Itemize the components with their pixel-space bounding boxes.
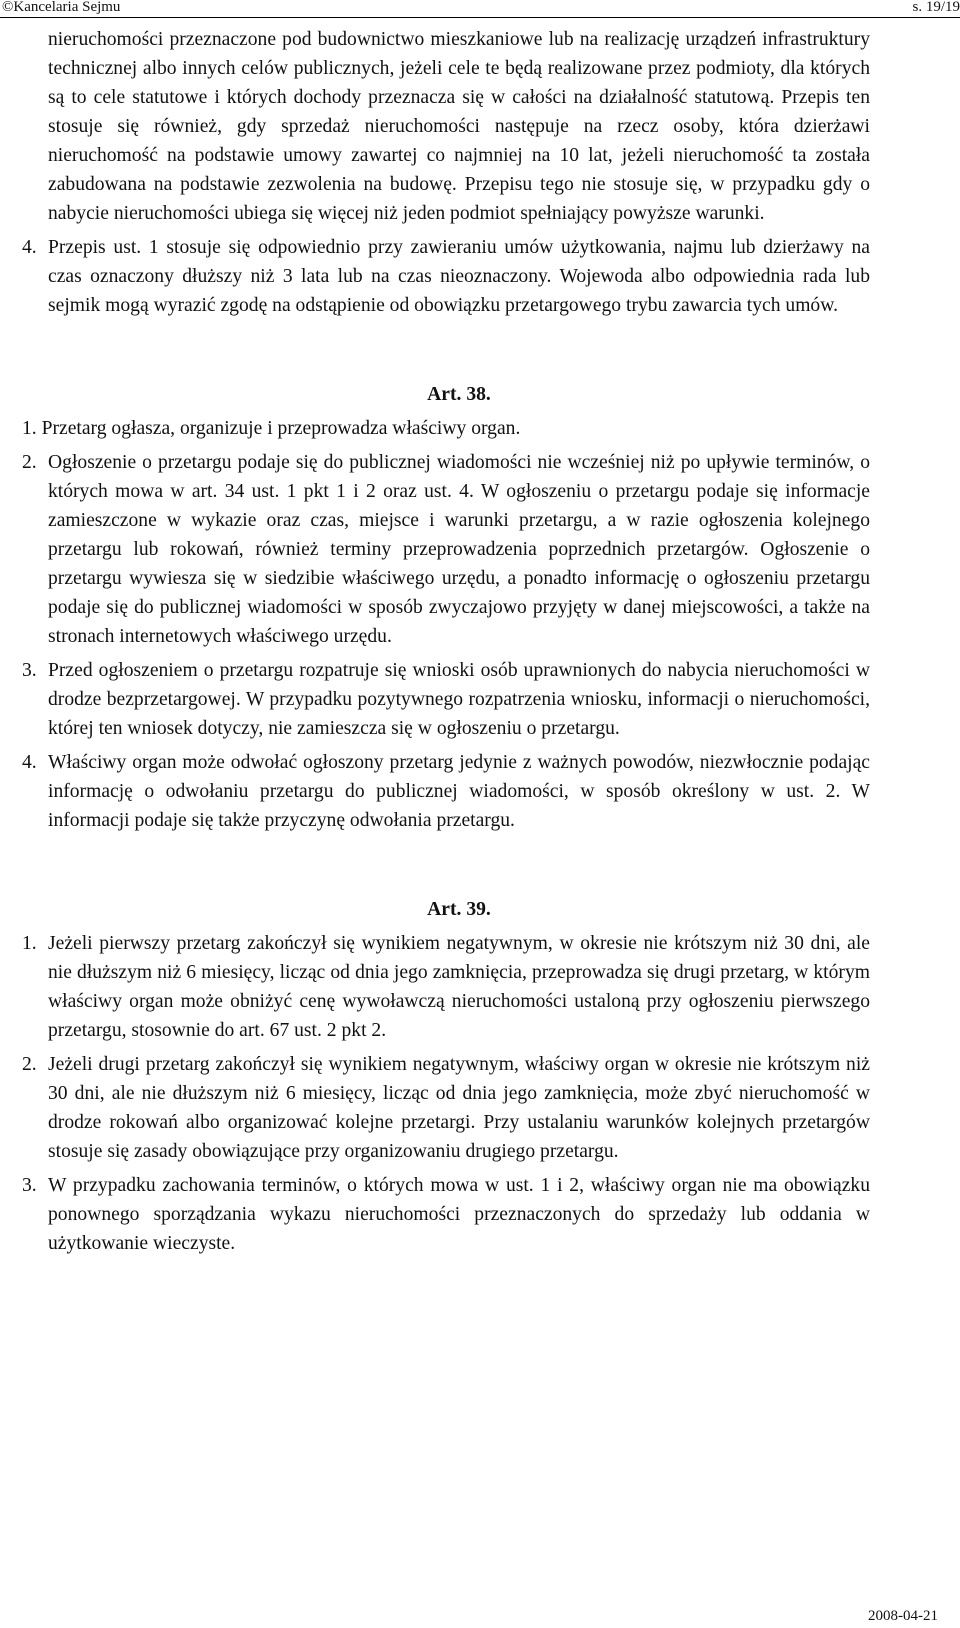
- page-header: [0, 0, 960, 18]
- item-number: 2.: [22, 452, 37, 473]
- footer-date: 2008-04-21: [868, 1608, 938, 1624]
- list-item: [22, 929, 870, 1045]
- item-number: 3.: [22, 660, 37, 681]
- list-item: [22, 1050, 870, 1166]
- item-number: 1.: [22, 933, 37, 954]
- item-text: Właściwy organ może odwołać ogłoszony przetarg jedynie z ważnych powodów, niezwłocznie podając informację o odwołaniu przetargu do publicznej wiadomości, w sposób określony w ust. 2. W informacji podaje się także przyczynę odwołania przetargu.: [48, 752, 870, 831]
- list-item: [22, 748, 870, 835]
- article-heading: Art. 39.: [427, 899, 491, 920]
- item-text: Przed ogłoszeniem o przetargu rozpatruje się wnioski osób uprawnionych do nabycia nieruchomości w drodze bezprzetargowej. W przypadku pozytywnego rozpatrzenia wniosku, informacji o nieruchomości, której ten wniosek dotyczy, nie zamieszcza się w ogłoszeniu o przetargu.: [48, 660, 870, 739]
- item-text: Jeżeli drugi przetarg zakończył się wynikiem negatywnym, właściwy organ w okresie nie krótszym niż 30 dni, ale nie dłuższym niż 6 miesięcy, licząc od dnia jego zamknięcia, może zbyć nieruchomość w drodze rokowań albo organizować kolejne przetargi. Przy ustalaniu warunków kolejnych przetargów stosuje się zasady obowiązujące przy organizowaniu drugiego przetargu.: [48, 1054, 870, 1162]
- item-number: 4.: [22, 237, 37, 258]
- article-paragraph: 1. Przetarg ogłasza, organizuje i przeprowadza właściwy organ.: [22, 418, 521, 439]
- item-text: Ogłoszenie o przetargu podaje się do publicznej wiadomości nie wcześniej niż po upływie terminów, o których mowa w art. 34 ust. 1 pkt 1 i 2 oraz ust. 4. W ogłoszeniu o przetargu podaje się informacje zamieszczone w wykazie oraz czas, miejsce i warunki przetargu, a w razie ogłoszenia kolejnego przetargu lub rokowań, również terminy przeprowadzenia poprzednich przetargów. Ogłoszenie o przetargu wywiesza się w siedzibie właściwego urzędu, a ponadto informację o ogłoszeniu przetargu podaje się do publicznej wiadomości w sposób zwyczajowo przyjęty w danej miejscowości, a także na stronach internetowych właściwego urzędu.: [48, 452, 870, 647]
- list-item: [22, 233, 870, 320]
- header-rule: [0, 17, 960, 18]
- page-number: s. 19/19: [912, 0, 960, 15]
- item-number: 2.: [22, 1054, 37, 1075]
- list-item: [22, 448, 870, 651]
- item-text: W przypadku zachowania terminów, o których mowa w ust. 1 i 2, właściwy organ nie ma obowiązku ponownego sporządzania wykazu nieruchomości przeznaczonych do sprzedaży lub oddania w użytkowanie wieczyste.: [48, 1175, 870, 1254]
- document-body: [22, 25, 870, 1258]
- item-number: 4.: [22, 752, 37, 773]
- intro-paragraph: nieruchomości przeznaczone pod budownictwo mieszkaniowe lub na realizację urządzeń infrastruktury technicznej albo innych celów publicznych, jeżeli cele te będą realizowane przez podmioty, dla których są to cele statutowe i których dochody przeznacza się w całości na działalność statutową. Przepis ten stosuje się również, gdy sprzedaż nieruchomości następuje na rzecz osoby, która dzierżawi nieruchomość na podstawie umowy zawartej co najmniej na 10 lat, jeżeli nieruchomość ta została zabudowana na podstawie zezwolenia na budowę. Przepisu tego nie stosuje się, w przypadku gdy o nabycie nieruchomości ubiega się więcej niż jeden podmiot spełniający powyższe warunki.: [48, 29, 870, 224]
- list-item: [22, 656, 870, 743]
- publisher-label: ©Kancelaria Sejmu: [2, 0, 121, 15]
- article-heading: Art. 38.: [427, 384, 491, 405]
- item-number: 3.: [22, 1175, 37, 1196]
- item-text: Przepis ust. 1 stosuje się odpowiednio przy zawieraniu umów użytkowania, najmu lub dzierżawy na czas oznaczony dłuższy niż 3 lata lub na czas nieoznaczony. Wojewoda albo odpowiednia rada lub sejmik mogą wyrazić zgodę na odstąpienie od obowiązku przetargowego trybu zawarcia tych umów.: [48, 237, 870, 316]
- list-item: [22, 1171, 870, 1258]
- item-text: Jeżeli pierwszy przetarg zakończył się wynikiem negatywnym, w okresie nie krótszym niż 30 dni, ale nie dłuższym niż 6 miesięcy, licząc od dnia jego zamknięcia, przeprowadza się drugi przetarg, w którym właściwy organ może obniżyć cenę wywoławczą nieruchomości ustaloną przy ogłoszeniu pierwszego przetargu, stosownie do art. 67 ust. 2 pkt 2.: [48, 933, 870, 1041]
